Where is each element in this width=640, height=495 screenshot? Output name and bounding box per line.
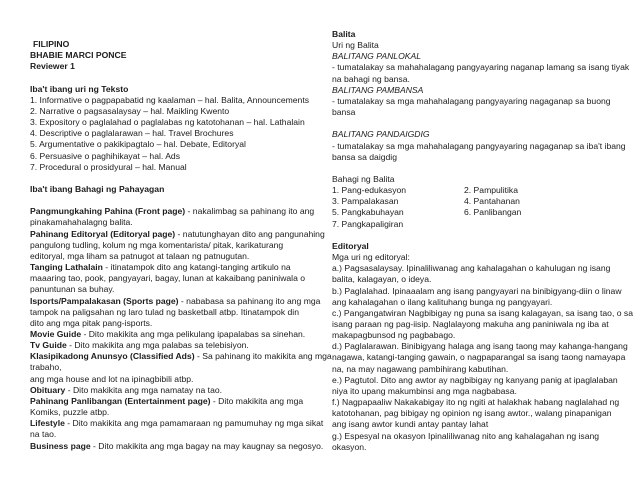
- newspaper-part-term: Lifestyle: [30, 418, 65, 429]
- newspaper-part-desc: - Dito makikita ang mga pelikulang ipapalabas sa sinehan.: [81, 329, 306, 340]
- newspaper-part-desc: - Dito makikita ang mga palabas sa telebisiyon.: [66, 340, 249, 351]
- editoryal-line: nagawa, katangi-tanging gawain, o nagpaparangal sa isang taong namayapa: [332, 352, 626, 363]
- editoryal-line: balita, kalagayan, o ideya.: [332, 274, 432, 285]
- newspaper-part-desc: - Sa pahinang ito makikita ang mga: [194, 351, 332, 362]
- newspaper-part-item: [30, 206, 320, 217]
- text-types-heading: Iba't ibang uri ng Teksto: [30, 83, 129, 94]
- newspaper-part-item: [30, 440, 324, 452]
- newspaper-part-item: [30, 228, 325, 240]
- news-section-row: [332, 207, 630, 218]
- newspaper-part-item: [30, 329, 320, 340]
- newspaper-part-desc: dito ang mga pitak pang-isports.: [30, 317, 153, 328]
- news-kind-desc: - tumatalakay sa mahahalagang pangyayaring naganap lamang sa isang tiyak: [332, 62, 630, 73]
- news-kind-term: BALITANG PANDAIGDIG: [332, 129, 430, 140]
- editoryal-body: [332, 252, 633, 453]
- balita-heading: Balita: [332, 29, 356, 39]
- editoryal-line: na, na may nagawang pambihirang kabutihan.: [332, 363, 509, 374]
- news-section-row: [332, 219, 630, 230]
- newspaper-part-desc: trabaho,: [30, 362, 62, 373]
- news-section-row: [332, 185, 630, 196]
- newspaper-part-term: Tanging Lathalain: [30, 262, 103, 273]
- editoryal-line: makapagbunsod ng pagbabago.: [332, 330, 456, 341]
- newspaper-part-desc: - nakalimbag sa pahinang ito ang: [185, 206, 315, 217]
- newspaper-part-item: [30, 396, 320, 407]
- newspaper-part-item: [30, 340, 320, 351]
- news-section-item: 4. Pantahanan: [464, 196, 520, 207]
- editoryal-line: a.) Pagsasalaysay. Ipinaliliwanag ang kahalagahan o kahulugan ng isang: [332, 263, 611, 274]
- editoryal-line: d.) Paglalarawan. Binibigyang halaga ang isang taong may kahanga-hangang: [332, 341, 628, 352]
- newspaper-part-item: [30, 296, 320, 307]
- newspaper-part-term: Movie Guide: [30, 329, 82, 340]
- editoryal-line: b.) Paglalahad. Ipinaaalam ang isang pangyayari na binibigyang-diin o linaw: [332, 285, 622, 296]
- editoryal-line: Mga uri ng editoryal:: [332, 252, 410, 263]
- editoryal-line: f.) Nagpapaaliw Nakakabigay ito ng ngiti at halakhak habang naglalahad ng: [332, 397, 620, 408]
- news-section-item: 2. Pampulitika: [464, 185, 518, 196]
- news-kind-term: BALITANG PAMBANSA: [332, 84, 424, 95]
- newspaper-part-desc: tampok na paligsahan ng laro tulad ng basketball atbp. Itinatampok din: [30, 306, 299, 317]
- right-column: [332, 0, 633, 453]
- news-section-item: 3. Pampalakasan: [332, 196, 399, 207]
- newspaper-part-term: Pahinang Editoryal (Editoryal page): [30, 228, 176, 239]
- newspaper-part-desc: - Dito makikita ang mga pamamaraan ng pamumuhay ng mga sikat: [64, 418, 324, 429]
- text-type-item: 4. Descriptive o paglalarawan – hal. Travel Brochures: [30, 128, 234, 139]
- news-section-item: 5. Pangkabuhayan: [332, 207, 404, 218]
- editoryal-line: isang paraan ng pag-iisip. Naglalayong makuha ang paniniwala ng iba at: [332, 319, 609, 330]
- newspaper-part-term: Obituary: [30, 384, 66, 395]
- newspaper-part-item: [30, 385, 320, 396]
- editoryal-heading: Editoryal: [332, 240, 369, 251]
- newspaper-part-item: [30, 351, 332, 362]
- news-kind-term: BALITANG PANLOKAL: [332, 51, 421, 62]
- newspaper-part-desc: ang mga house and lot na ipinagbibili atbp.: [30, 373, 194, 384]
- newspaper-part-desc: pinakamahahalagng balita.: [30, 217, 133, 228]
- news-kind-desc: - tumatalakay sa mga mahahalagang pangyayaring nagaganap sa buong: [332, 95, 611, 106]
- news-kind-desc: bansa sa daigdig: [332, 151, 397, 162]
- newspaper-part-desc: - Dito makikita ang mga namatay na tao.: [65, 384, 223, 395]
- spacer: [332, 118, 630, 129]
- editoryal-line: ang kahalagahan o ilang kalituhang bunga ng pangyayari.: [332, 296, 553, 307]
- author-name: BHABIE MARCI PONCE: [30, 50, 127, 61]
- newspaper-part-desc: maaaring tao, pook, pangyayari, bagay, lunan at kakaibang paniniwala o: [30, 273, 306, 284]
- newspaper-part-term: Pahinang Panlibangan (Entertainment page): [30, 395, 211, 406]
- text-type-item: 1. Informative o pagpapabatid ng kaalaman – hal. Balita, Announcements: [30, 94, 310, 105]
- text-type-item: 2. Narrative o pagsasalaysay – hal. Maikling Kwento: [30, 105, 230, 116]
- news-kind-desc: - tumatalakay sa mga mahahalagang pangyayaring nagaganap sa iba't ibang: [332, 140, 626, 151]
- editoryal-line: c.) Pangangatwiran Nagbibigay ng puna sa isang kalagayan, sa isang tao, o sa: [332, 307, 633, 318]
- newspaper-part-desc: - Dito makikita ang mga: [210, 395, 304, 406]
- bahagi-ng-balita: Bahagi ng Balita: [332, 174, 395, 184]
- newspaper-part-term: Business page: [30, 440, 91, 451]
- editoryal-line: ang isang awtor kundi antay pantay lahat: [332, 419, 489, 430]
- newspaper-part-desc: editoryal, mga liham sa patnugot at talaan ng patnugutan.: [30, 250, 250, 261]
- editoryal-line: niya ito upang makumbinsi ang mga nagbabasa.: [332, 385, 517, 396]
- news-kind-desc: na bahagi ng bansa.: [332, 73, 410, 84]
- newspaper-part-term: Pangmungkahing Pahina (Front page): [30, 206, 186, 217]
- subject-title: FILIPINO: [33, 39, 70, 49]
- newspaper-part-term: Isports/Pampalakasan (Sports page): [30, 295, 179, 306]
- reviewer-label: Reviewer 1: [30, 61, 75, 72]
- newspaper-part-desc: - Dito makikita ang mga bagay na may kaugnay sa negosyo.: [90, 440, 324, 451]
- editoryal-line: katotohanan, pag bibigay ng opinion ng isang awtor., walang pinapanigan: [332, 408, 612, 419]
- news-sections-list: [332, 185, 630, 230]
- newspaper-part-desc: panuntunan sa buhay.: [30, 284, 115, 295]
- newspaper-part-desc: - nababasa sa pahinang ito ang mga: [178, 295, 321, 306]
- text-type-item: 5. Argumentative o pakikipagtalo – hal. Debate, Editoryal: [30, 139, 246, 150]
- text-type-item: 7. Procedural o prosidyural – hal. Manual: [30, 161, 187, 172]
- news-kind-desc: bansa: [332, 107, 356, 118]
- newspaper-part-desc: - itinatampok dito ang katangi-tanging artikulo na: [102, 262, 291, 273]
- newspaper-part-desc: pangulong tudling, kolum ng mga komentarista/ pitak, karikaturang: [30, 239, 284, 250]
- newspaper-parts-list: [30, 206, 332, 451]
- text-type-item: 3. Expository o paglalahad o paglalabas ng katotohanan – hal. Lathalain: [30, 117, 305, 128]
- newspaper-part-item: [30, 418, 324, 429]
- newspaper-part-term: Klasipikadong Anunsyo (Classified Ads): [30, 351, 195, 362]
- newspaper-parts-heading: Iba't ibang Bahagi ng Pahayagan: [30, 184, 165, 194]
- uri-ng-balita: Uri ng Balita: [332, 40, 379, 51]
- newspaper-part-desc: Komiks, puzzle atbp.: [30, 407, 110, 418]
- newspaper-part-desc: - natutunghayan dito ang pangunahing: [175, 228, 325, 239]
- editoryal-line: g.) Espesyal na okasyon Ipinaliliwanag nito ang kahalagahan ng isang: [332, 430, 600, 441]
- news-section-item: 6. Panlibangan: [464, 207, 522, 218]
- news-kinds-list: [332, 51, 630, 163]
- text-type-item: 6. Persuasive o paghihikayat – hal. Ads: [30, 150, 181, 161]
- news-section-row: [332, 196, 630, 207]
- newspaper-part-item: [30, 262, 320, 273]
- news-section-item: 1. Pang-edukasyon: [332, 185, 407, 196]
- left-column: [30, 0, 332, 452]
- news-section-item: 7. Pangkapaligiran: [332, 218, 404, 229]
- text-types-list: [30, 95, 320, 173]
- editoryal-line: e.) Pagtutol. Dito ang awtor ay nagbibigay ng kanyang panig at ipaglalaban: [332, 374, 618, 385]
- newspaper-part-term: Tv Guide: [30, 340, 67, 351]
- editoryal-line: okasyon.: [332, 441, 367, 452]
- newspaper-part-desc: na tao.: [30, 429, 57, 440]
